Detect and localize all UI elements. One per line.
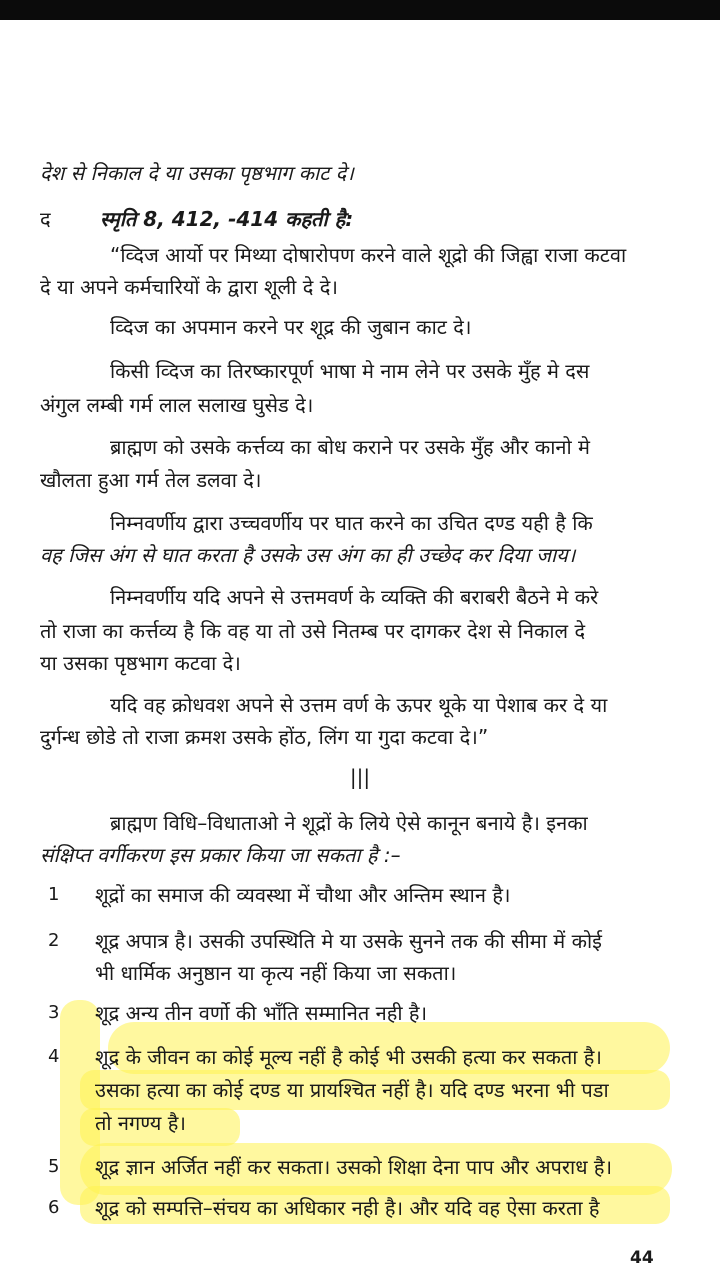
list-item: शूद्रों का समाज की व्यवस्था में चौथा और अन्तिम स्थान है। (95, 883, 511, 907)
text-line: देश से निकाल दे या उसका पृष्ठभाग काट दे। (40, 161, 354, 185)
section-letter: द (40, 207, 51, 231)
text-line: तो राजा का कर्त्तव्य है कि वह या तो उसे नितम्ब पर दागकर देश से निकाल दे (40, 619, 586, 643)
list-number: 3 (48, 1002, 60, 1023)
list-item: भी धार्मिक अनुष्ठान या कृत्य नहीं किया जा सकता। (95, 961, 457, 985)
text-line (110, 240, 626, 270)
text-line: यदि वह क्रोधवश अपने से उत्तम वर्ण के ऊपर थूके या पेशाब कर दे या (110, 693, 608, 717)
list-item: शूद्र अन्य तीन वर्णो की भाँति सम्मानित नही है। (95, 1001, 428, 1025)
list-item: तो नगण्य है। (95, 1111, 186, 1135)
text-line: ब्राह्मण विधि–विधाताओ ने शूद्रों के लिये ऐसे कानून बनाये है। इनका (110, 811, 588, 835)
list-number: 5 (48, 1156, 60, 1177)
list-number: 4 (48, 1046, 60, 1067)
list-number: 6 (48, 1197, 60, 1218)
text-line: निम्नवर्णीय द्वारा उच्चवर्णीय पर घात करने का उचित दण्ड यही है कि (110, 511, 593, 535)
text-line: व्दिज का अपमान करने पर शूद्र की जुबान काट दे। (110, 315, 472, 339)
section-divider: ||| (349, 765, 371, 789)
quote-open: “ (110, 243, 121, 267)
text-line-content: व्दिज आर्यो पर मिथ्या दोषारोपण करने वाले शूद्रो की जिह्वा राजा कटवा (120, 243, 627, 267)
text-line: वह जिस अंग से घात करता है उसके उस अंग का ही उच्छेद कर दिया जाय। (40, 543, 576, 567)
list-item: उसका हत्या का कोई दण्ड या प्रायश्चित नहीं है। यदि दण्ड भरना भी पडा (95, 1078, 609, 1102)
text-line: अंगुल लम्बी गर्म लाल सलाख घुसेड दे। (40, 393, 314, 417)
list-item: शूद्र के जीवन का कोई मूल्य नहीं है कोई भी उसकी हत्या कर सकता है। (95, 1045, 602, 1069)
list-number: 2 (48, 930, 60, 951)
text-line-content: दुर्गन्ध छोडे तो राजा क्रमश उसके होंठ, लिंग या गुदा कटवा दे। (40, 725, 478, 749)
text-line: संक्षिप्त वर्गीकरण इस प्रकार किया जा सकता है :– (40, 843, 401, 867)
list-item: शूद्र ज्ञान अर्जित नहीं कर सकता। उसको शिक्षा देना पाप और अपराध है। (95, 1155, 613, 1179)
text-line: किसी व्दिज का तिरष्कारपूर्ण भाषा मे नाम लेने पर उसके मुँह मे दस (110, 359, 590, 383)
text-line (40, 722, 488, 752)
list-number: 1 (48, 884, 60, 905)
text-line: खौलता हुआ गर्म तेल डलवा दे। (40, 468, 262, 492)
section-heading: स्मृति 8, 412, -414 कहती है: (100, 207, 354, 231)
text-line: दे या अपने कर्मचारियों के द्वारा शूली दे दे। (40, 275, 338, 299)
page-number: 44 (630, 1248, 654, 1268)
text-line: या उसका पृष्ठभाग कटवा दे। (40, 651, 241, 675)
list-item: शूद्र अपात्र है। उसकी उपस्थिति मे या उसके सुनने तक की सीमा में कोई (95, 929, 602, 953)
text-line: ब्राह्मण को उसके कर्त्तव्य का बोध कराने पर उसके मुँह और कानो मे (110, 435, 591, 459)
quote-close: ” (477, 725, 489, 749)
list-item: शूद्र को सम्पत्ति–संचय का अधिकार नही है। और यदि वह ऐसा करता है (95, 1196, 600, 1220)
text-line: निम्नवर्णीय यदि अपने से उत्तमवर्ण के व्यक्ति की बराबरी बैठने मे करे (110, 585, 599, 609)
